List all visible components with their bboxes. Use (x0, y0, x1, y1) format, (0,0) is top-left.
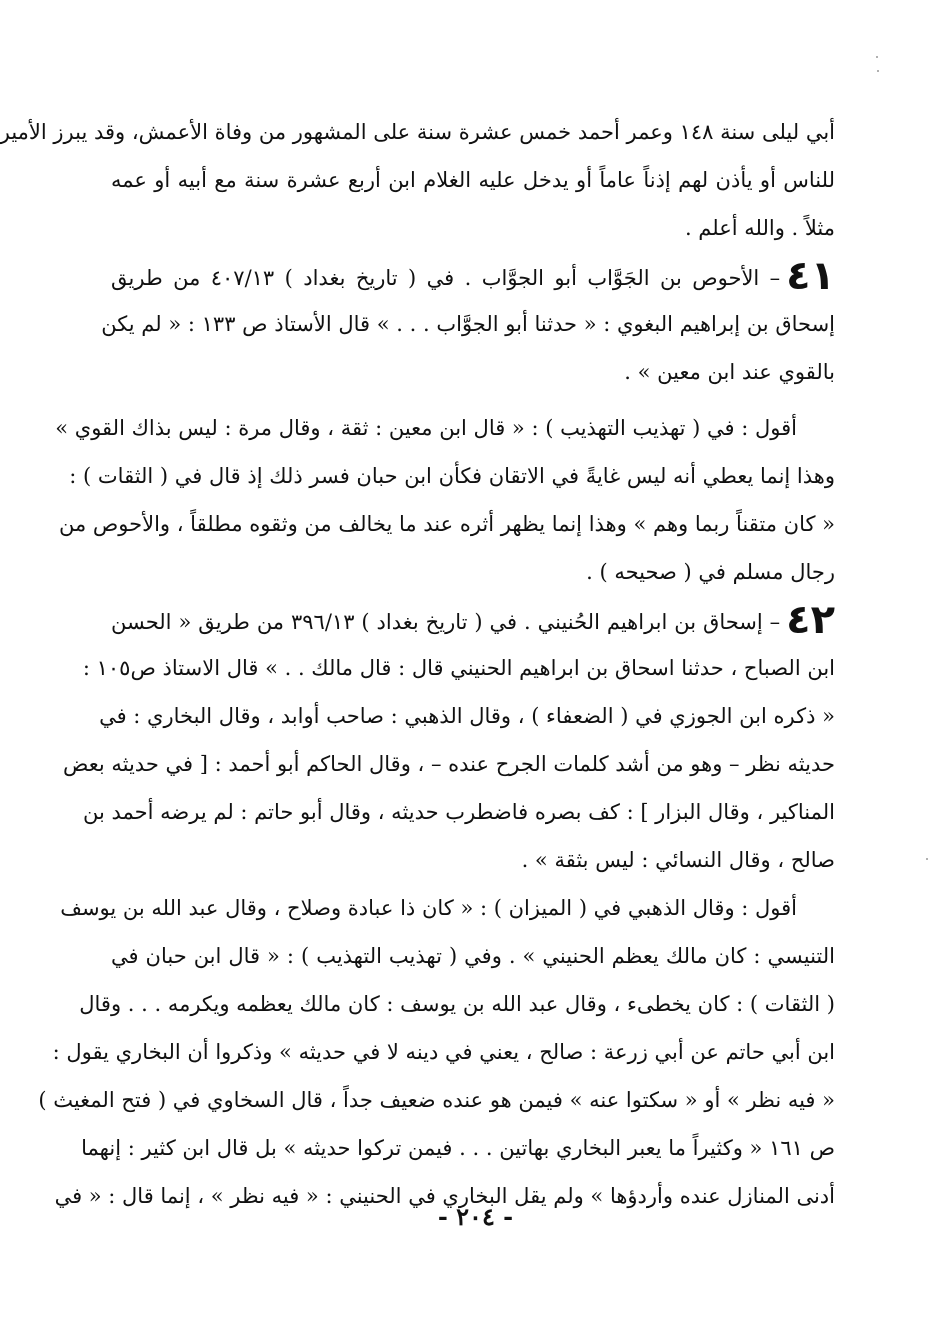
text-line: حديثه نظر – وهو من أشد كلمات الجرح عنده – ، وقال الحاكم أبو أحمد : [ في حديثه بعض (62, 752, 835, 776)
text-line: التنيسي : كان مالك يعظم الحنيني » . وفي ( تهذيب التهذيب ) : « قال ابن حبان في (111, 944, 835, 968)
text-line: للناس أو يأذن لهم إذناً عاماً أو يدخل عليه الغلام ابن أربع عشرة سنة مع أبيه أو عمه (111, 168, 835, 192)
entry-heading-line: ٤١– الأحوص بن الجَوَّاب أبو الجوَّاب . في ( تاريخ بغداد ) ٤٠٧/١٣ من طريق (111, 253, 835, 299)
text-line: ص ١٦١ « وكثيراً ما يعبر البخاري بهاتين . . . فيمن تركوا حديثه » بل قال ابن كثير : إنهما (81, 1136, 835, 1160)
text-line: إسحاق بن إبراهيم البغوي : « حدثنا أبو الجوَّاب . . . » قال الأستاذ ص ١٣٣ : « لم يكن (101, 312, 835, 336)
paper-speck (877, 70, 879, 72)
text-line: « كان متقناً ربما وهم » وهذا إنما يظهر أثره عند ما يخالف من وثقوه مطلقاً ، والأحوص من (58, 512, 835, 536)
text-line: « فيه نظر » أو « سكتوا عنه » فيمن هو عنده ضعيف جداً ، قال السخاوي في ( فتح المغيث ) (38, 1088, 835, 1112)
text-line: بالقوي عند ابن معين » . (624, 360, 835, 384)
text-line: المناكير ، وقال البزار ] : كف بصره فاضطرب حديثه ، وقال أبو حاتم : لم يرضه أحمد بن (82, 800, 835, 824)
text-line: أقول : وقال الذهبي في ( الميزان ) : « كان ذا عبادة وصلاح ، وقال عبد الله بن يوسف (60, 896, 797, 920)
text-line: رجال مسلم في ( صحيحه ) . (586, 560, 835, 584)
text-line: مثلاً . والله أعلم . (684, 216, 835, 240)
text-line: أقول : في ( تهذيب التهذيب ) : « قال ابن معين : ثقة ، وقال مرة : ليس بذاك القوي » (55, 416, 797, 440)
page-number: - ٢٠٤ - (437, 1202, 514, 1231)
text-line: وهذا إنما يعطي أنه ليس غايةً في الاتقان فكأن ابن حبان فسر ذلك إذ قال في ( الثقات ) : (69, 464, 835, 488)
page-text (0, 108, 835, 1220)
paper-speck (926, 858, 928, 860)
entry-number: ٤١ (786, 253, 835, 299)
text-line: صالح ، وقال النسائي : ليس بثقة » . (521, 848, 835, 872)
entry-heading-line: ٤٢– إسحاق بن ابراهيم الحُنيني . في ( تاريخ بغداد ) ٣٩٦/١٣ من طريق « الحسن (111, 597, 835, 643)
text-line: أبي ليلى سنة ١٤٨ وعمر أحمد خمس عشرة سنة على المشهور من وفاة الأعمش، وقد يبرز الأمير (0, 120, 835, 144)
paper-speck (876, 56, 878, 58)
entry-number: ٤٢ (786, 597, 835, 643)
text-line: « ذكره ابن الجوزي في ( الضعفاء ) ، وقال الذهبي : صاحب أوابد ، وقال البخاري : في (99, 704, 835, 728)
text-line: ( الثقات ) : كان يخطىء ، وقال عبد الله بن يوسف : كان مالك يعظمه ويكرمه . . . وقال (79, 992, 835, 1016)
text-line: ابن الصباح ، حدثنا اسحاق بن ابراهيم الحنيني قال : قال مالك . . » قال الاستاذ ص١٠٥ : (82, 656, 835, 680)
text-line: ابن أبي حاتم عن أبي زرعة : صالح ، يعني في دينه لا في حديثه » وذكروا أن البخاري يقول : (52, 1040, 835, 1064)
text-line: أدنى المنازل عنده وأردؤها » ولم يقل البخاري في الحنيني : « فيه نظر » ، إنما قال : « في (54, 1184, 835, 1208)
